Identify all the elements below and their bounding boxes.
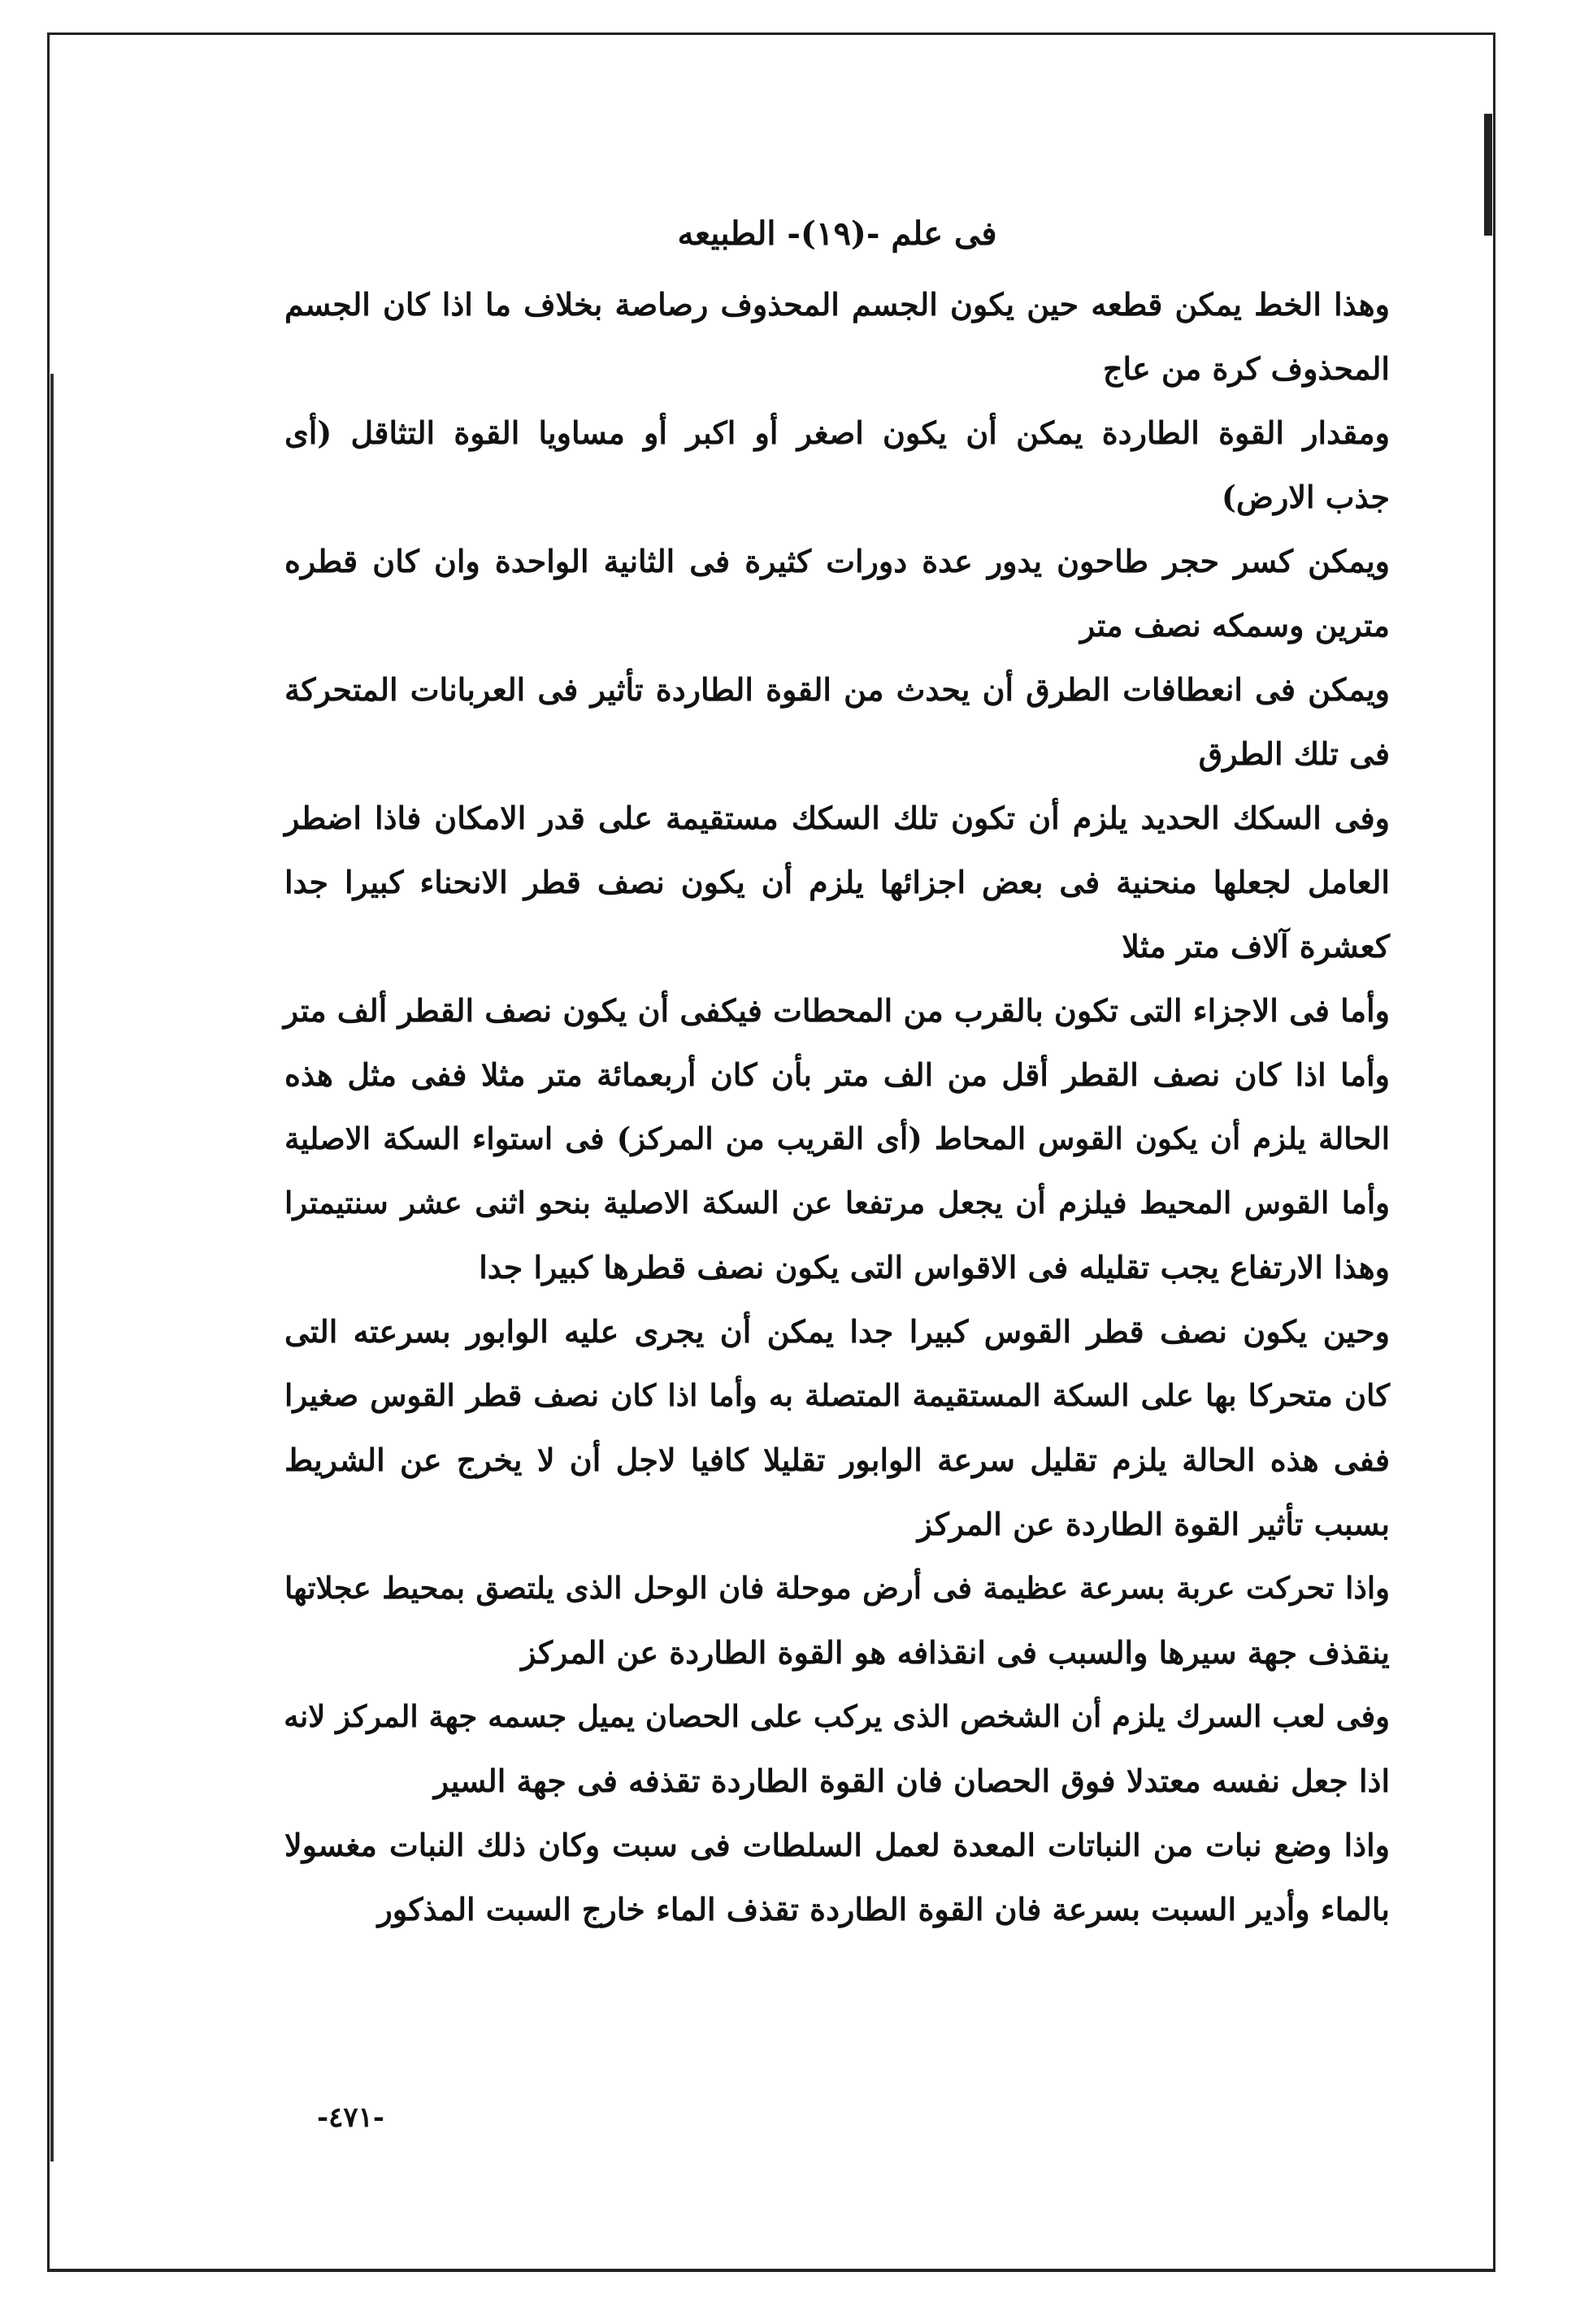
running-header: فى علم -(١٩)- الطبيعه (677, 215, 997, 253)
text-line: جذب الارض) (1222, 479, 1390, 515)
text-line: كعشرة آلاف متر مثلا (1122, 928, 1390, 965)
text-line: وهذا الارتفاع يجب تقليله فى الاقواس التى يكون نصف قطرها كبيرا جدا (479, 1249, 1390, 1286)
text-line: ينقذف جهة سيرها والسبب فى انقذافه هو القوة الطاردة عن المركز (521, 1634, 1390, 1671)
text-line: وهذا الخط يمكن قطعه حين يكون الجسم المحذوف رصاصة بخلاف ما اذا كان الجسم (284, 286, 1390, 323)
text-line: مترين وسمكه نصف متر (1079, 607, 1390, 644)
text-line: وأما القوس المحيط فيلزم أن يجعل مرتفعا عن السكة الاصلية بنحو اثنى عشر سنتيمترا (284, 1185, 1390, 1221)
text-line: بسبب تأثير القوة الطاردة عن المركز (917, 1506, 1390, 1542)
text-line: ففى هذه الحالة يلزم تقليل سرعة الوابور تقليلا كافيا لاجل أن لا يخرج عن الشريط (284, 1442, 1390, 1478)
text-line: العامل لجعلها منحنية فى بعض اجزائها يلزم أن يكون نصف قطر الانحناء كبيرا جدا (284, 864, 1390, 900)
text-line: ومقدار القوة الطاردة يمكن أن يكون اصغر أو اكبر أو مساويا القوة التثاقل (أى (284, 414, 1390, 451)
text-line: فى تلك الطرق (1198, 735, 1390, 772)
text-line: واذا وضع نبات من النباتات المعدة لعمل السلطات فى سبت وكان ذلك النبات مغسولا (284, 1827, 1390, 1863)
page-text-block (284, 195, 1390, 1941)
text-line: ويمكن فى انعطافات الطرق أن يحدث من القوة الطاردة تأثير فى العربانات المتحركة (284, 671, 1390, 708)
text-line: وأما فى الاجزاء التى تكون بالقرب من المحطات فيكفى أن يكون نصف القطر ألف متر (283, 992, 1390, 1029)
text-line: وفى لعب السرك يلزم أن الشخص الذى يركب على الحصان يميل جسمه جهة المركز لانه (284, 1698, 1390, 1734)
page-number: -٤٧١- (317, 2101, 385, 2134)
text-line: واذا تحركت عربة بسرعة عظيمة فى أرض موحلة فان الوحل الذى يلتصق بمحيط عجلاتها (284, 1570, 1390, 1606)
scan-edge-mark (50, 374, 54, 2161)
text-line: وأما اذا كان نصف القطر أقل من الف متر بأن كان أربعمائة متر مثلا ففى مثل هذه (284, 1056, 1390, 1093)
text-line: الحالة يلزم أن يكون القوس المحاط (أى القريب من المركز) فى استواء السكة الاصلية (284, 1121, 1390, 1156)
text-line: وحين يكون نصف قطر القوس كبيرا جدا يمكن أن يجرى عليه الوابور بسرعته التى (284, 1313, 1390, 1350)
text-line: كان متحركا بها على السكة المستقيمة المتصلة به وأما اذا كان نصف قطر القوس صغيرا (284, 1377, 1390, 1413)
scan-binding-mark (1484, 114, 1492, 236)
text-line: بالماء وأدير السبت بسرعة فان القوة الطاردة تقذف الماء خارج السبت المذكور (377, 1891, 1390, 1927)
text-line: ويمكن كسر حجر طاحون يدور عدة دورات كثيرة فى الثانية الواحدة وان كان قطره (284, 543, 1390, 579)
text-line: اذا جعل نفسه معتدلا فوق الحصان فان القوة الطاردة تقذفه فى جهة السير (433, 1763, 1390, 1799)
text-line: وفى السكك الحديد يلزم أن تكون تلك السكك مستقيمة على قدر الامكان فاذا اضطر (284, 800, 1390, 836)
text-line: المحذوف كرة من عاج (1102, 350, 1390, 387)
